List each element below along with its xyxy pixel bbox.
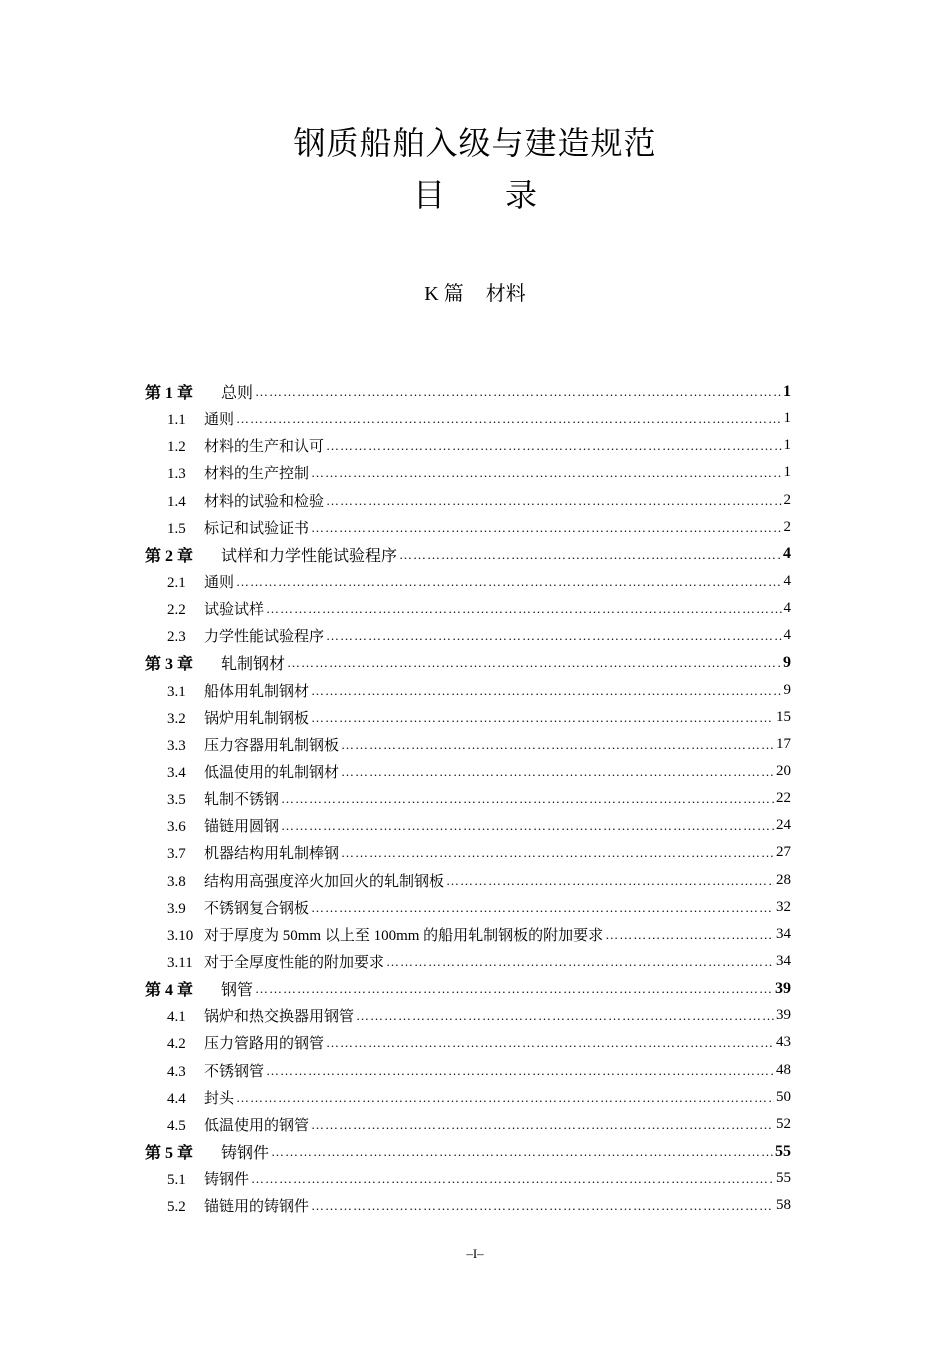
toc-entry-number: 3.2 [167,710,186,727]
toc-leader-dots [266,1064,774,1077]
toc-entry-title: 低温使用的钢管 [204,1117,310,1134]
toc-entry-number: 2.1 [167,575,186,592]
toc-entry-number: 第 2 章 [145,547,194,565]
toc-entry-page: 4 [783,545,791,563]
toc-entry-page: 28 [776,871,791,888]
toc-section-entry[interactable] [145,1111,791,1138]
toc-entry-page: 4 [783,600,791,617]
toc-entry-number: 1.2 [167,439,186,456]
document-title: 钢质船舶入级与建造规范 [293,124,657,162]
toc-entry-title: 不锈钢管 [204,1063,265,1080]
toc-entry-number: 4.4 [167,1090,186,1107]
toc-entry-label [167,1087,234,1108]
toc-section-entry[interactable] [145,839,791,866]
toc-entry-number: 3.5 [167,792,186,809]
toc-entry-number: 3.11 [167,955,193,972]
toc-entry-page: 9 [783,681,791,698]
toc-entry-title: 材料的生产控制 [204,466,310,483]
toc-entry-label [167,897,309,918]
toc-entry-label [167,870,444,891]
toc-leader-dots [236,412,781,425]
toc-entry-label [167,1005,354,1026]
toc-entry-page: 15 [776,708,791,725]
toc-entry-number: 1.4 [167,493,186,510]
toc-entry-title: 不锈钢复合钢板 [204,900,310,917]
toc-entry-title: 铸钢件 [204,1172,250,1189]
toc-entry-title: 力学性能试验程序 [204,629,325,646]
toc-section-entry[interactable] [145,568,791,595]
toc-entry-number: 第 3 章 [145,656,194,674]
toc-entry-number: 3.9 [167,900,186,917]
toc-entry-page: 2 [783,491,791,508]
toc-entry-number: 4.3 [167,1063,186,1080]
toc-entry-label [167,924,603,945]
toc-entry-number: 4.5 [167,1117,186,1134]
toc-leader-dots [605,928,774,941]
toc-entry-label [167,815,279,836]
toc-entry-label [167,625,324,646]
toc-entry-title: 铸钢件 [221,1145,270,1162]
toc-entry-page: 55 [775,1142,791,1160]
toc-entry-number: 2.3 [167,629,186,646]
toc-entry-number: 4.2 [167,1036,186,1053]
toc-entry-number: 3.4 [167,765,186,782]
toc-section-entry[interactable] [145,921,791,948]
toc-entry-page: 39 [776,1007,791,1024]
toc-entry-page: 43 [776,1034,791,1051]
toc-chapter-entry[interactable] [145,649,791,676]
toc-entry-page: 4 [783,627,791,644]
toc-entry-label [167,1195,309,1216]
toc-entry-page: 20 [776,763,791,780]
toc-leader-dots [386,955,774,968]
toc-entry-title: 结构用高强度淬火加回火的轧制钢板 [204,873,445,890]
toc-entry-label [167,408,234,429]
toc-leader-dots [311,466,781,479]
toc-entry-title: 材料的生产和认可 [204,439,325,456]
toc-entry-label [145,380,253,403]
toc-entry-number: 1.3 [167,466,186,483]
toc-section-entry[interactable] [145,405,791,432]
toc-entry-label [167,734,339,755]
toc-entry-title: 轧制不锈钢 [204,792,280,809]
part-heading [0,277,950,306]
toc-entry-title: 压力容器用轧制钢板 [204,737,340,754]
toc-entry-page: 4 [783,573,791,590]
toc-entry-number: 5.2 [167,1199,186,1216]
toc-section-entry[interactable] [145,677,791,704]
toc-entry-label [145,977,253,1000]
toc-entry-page: 52 [776,1115,791,1132]
toc-chapter-entry[interactable] [145,1138,791,1165]
toc-leader-dots [311,711,774,724]
toc-leader-dots [326,1036,774,1049]
toc-entry-page: 32 [776,898,791,915]
page-number: –I– [466,1246,484,1261]
toc-entry-title: 船体用轧制钢材 [204,683,310,700]
toc-leader-dots [341,765,774,778]
toc-entry-title: 通则 [204,412,235,429]
toc-leader-dots [311,521,781,534]
toc-entry-label [145,543,397,566]
part-code: K 篇 [424,283,464,305]
toc-section-entry[interactable] [145,731,791,758]
toc-entry-label [167,1060,264,1081]
toc-entry-label [167,1032,324,1053]
toc-leader-dots [326,494,781,507]
toc-section-entry[interactable] [145,1165,791,1192]
toc-section-entry[interactable] [145,487,791,514]
toc-entry-title: 总则 [221,385,254,403]
toc-entry-number: 3.6 [167,819,186,836]
toc-entry-title: 材料的试验和检验 [204,493,325,510]
toc-leader-dots [341,738,774,751]
toc-leader-dots [236,1091,774,1104]
toc-leader-dots [341,846,774,859]
toc-entry-title: 试验试样 [204,602,265,619]
toc-chapter-entry[interactable] [145,541,791,568]
toc-entry-page: 34 [776,953,791,970]
toc-section-entry[interactable] [145,867,791,894]
toc-entry-label [167,1114,309,1135]
toc-entry-title: 锚链用圆钢 [204,819,280,836]
toc-entry-label [167,707,309,728]
toc-entry-page: 27 [776,844,791,861]
toc-entry-label [167,761,339,782]
toc-entry-page: 1 [783,382,791,400]
toc-entry-label [167,680,309,701]
toc-leader-dots [287,656,781,669]
toc-section-entry[interactable] [145,948,791,975]
toc-entry-title: 对于厚度为 50mm 以上至 100mm 的船用轧制钢板的附加要求 [204,927,604,944]
toc-entry-label [167,788,279,809]
toc-entry-page: 24 [776,817,791,834]
toc-leader-dots [356,1009,774,1022]
toc-leader-dots [271,1145,773,1158]
toc-leader-dots [311,1118,774,1131]
toc-entry-page: 55 [776,1170,791,1187]
toc-section-entry[interactable] [145,1057,791,1084]
toc-entry-number: 3.7 [167,846,186,863]
toc-entry-label [167,462,309,483]
toc-entry-page: 48 [776,1061,791,1078]
toc-entry-title: 轧制钢材 [221,656,286,674]
toc-entry-title: 锅炉和热交换器用钢管 [204,1009,355,1026]
toc-entry-number: 3.1 [167,683,186,700]
toc-entry-page: 1 [783,464,791,481]
toc-chapter-entry[interactable] [145,378,791,405]
toc-entry-label [167,598,264,619]
toc-entry-page: 50 [776,1088,791,1105]
toc-section-entry[interactable] [145,785,791,812]
toc-entry-number: 3.10 [167,927,194,944]
toc-heading: 目录 [412,176,597,214]
toc-leader-dots [255,982,773,995]
part-name: 材料 [485,283,526,305]
toc-entry-number: 3.8 [167,873,186,890]
toc-leader-dots [281,819,774,832]
toc-entry-page: 34 [776,925,791,942]
toc-leader-dots [281,792,774,805]
toc-entry-title: 机器结构用轧制棒钢 [204,846,340,863]
toc-section-entry[interactable] [145,1029,791,1056]
toc-leader-dots [251,1172,774,1185]
toc-entry-label [167,517,309,538]
toc-entry-number: 3.3 [167,737,186,754]
toc-leader-dots [311,1199,774,1212]
toc-entry-label [145,1140,269,1163]
toc-section-entry[interactable] [145,812,791,839]
toc-entry-page: 39 [775,979,791,997]
toc-entry-number: 4.1 [167,1009,186,1026]
toc-section-entry[interactable] [145,1192,791,1219]
toc-entry-title: 封头 [204,1090,235,1107]
toc-leader-dots [311,684,781,697]
toc-entry-number: 第 4 章 [145,982,194,1000]
toc-entry-label [167,435,324,456]
toc-section-entry[interactable] [145,894,791,921]
toc-section-entry[interactable] [145,622,791,649]
toc-entry-title: 试样和力学性能试验程序 [221,547,398,565]
toc-leader-dots [399,548,781,561]
toc-entry-title: 低温使用的轧制钢材 [204,765,340,782]
toc-entry-title: 压力管路用的钢管 [204,1036,325,1053]
toc-leader-dots [446,874,774,887]
toc-section-entry[interactable] [145,459,791,486]
toc-entry-number: 5.1 [167,1172,186,1189]
toc-entry-title: 对于全厚度性能的附加要求 [204,955,385,972]
toc-entry-number: 第 1 章 [145,385,194,403]
toc-entry-number: 第 5 章 [145,1145,194,1162]
toc-entry-title: 锅炉用轧制钢板 [204,710,310,727]
toc-leader-dots [236,575,781,588]
toc-section-entry[interactable] [145,758,791,785]
toc-entry-title: 钢管 [221,982,254,1000]
toc-section-entry[interactable] [145,1002,791,1029]
toc-leader-dots [266,602,781,615]
toc-entry-number: 1.1 [167,412,186,429]
toc-entry-label [167,951,384,972]
toc-leader-dots [326,439,781,452]
table-of-contents [145,378,791,1219]
toc-entry-title: 通则 [204,575,235,592]
toc-entry-page: 2 [783,518,791,535]
toc-entry-page: 1 [783,410,791,427]
toc-entry-page: 17 [776,735,791,752]
toc-section-entry[interactable] [145,595,791,622]
toc-entry-label [167,571,234,592]
toc-entry-title: 标记和试验证书 [204,520,310,537]
toc-entry-number: 1.5 [167,520,186,537]
toc-entry-label [167,490,324,511]
toc-section-entry[interactable] [145,1084,791,1111]
toc-entry-label [167,1168,249,1189]
toc-section-entry[interactable] [145,514,791,541]
toc-section-entry[interactable] [145,704,791,731]
toc-entry-title: 锚链用的铸钢件 [204,1199,310,1216]
toc-entry-label [167,842,339,863]
toc-entry-label [145,651,285,674]
toc-leader-dots [311,901,774,914]
toc-entry-page: 1 [783,437,791,454]
toc-entry-page: 9 [783,653,791,671]
toc-leader-dots [255,385,781,398]
toc-section-entry[interactable] [145,432,791,459]
toc-entry-page: 58 [776,1197,791,1214]
toc-leader-dots [326,629,781,642]
toc-entry-number: 2.2 [167,602,186,619]
toc-entry-page: 22 [776,790,791,807]
toc-chapter-entry[interactable] [145,975,791,1002]
